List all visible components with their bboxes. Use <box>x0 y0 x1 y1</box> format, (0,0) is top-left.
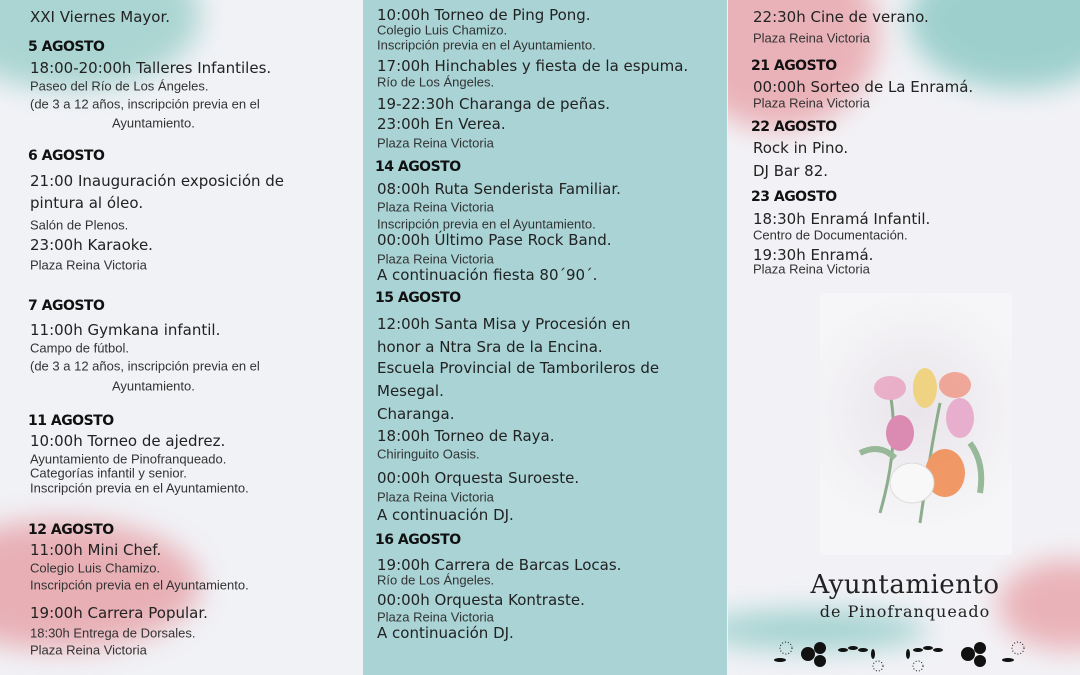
event-title: 10:00h Torneo de ajedrez. <box>30 432 226 450</box>
event-title: 10:00h Torneo de Ping Pong. <box>377 6 591 24</box>
date-heading: 15 AGOSTO <box>375 290 461 306</box>
event-detail: Colegio Luis Chamizo. <box>377 22 508 38</box>
event-detail: (de 3 a 12 años, inscripción previa en el <box>30 96 260 112</box>
event-title: pintura al óleo. <box>30 194 144 212</box>
event-detail: Plaza Reina Victoria <box>377 489 494 505</box>
event-detail: Inscripción previa en el Ayuntamiento. <box>377 216 596 232</box>
date-heading: 21 AGOSTO <box>751 58 837 74</box>
date-heading: 11 AGOSTO <box>28 413 114 429</box>
event-detail: Campo de fútbol. <box>30 340 130 356</box>
event-title: honor a Ntra Sra de la Encina. <box>377 338 603 356</box>
event-detail: Plaza Reina Victoria <box>377 199 494 215</box>
event-title: 12:00h Santa Misa y Procesión en <box>377 315 631 333</box>
left-panel <box>0 0 362 675</box>
event-detail: Paseo del Río de Los Ángeles. <box>30 78 209 94</box>
event-title: 18:00h Torneo de Raya. <box>377 427 555 445</box>
event-detail: Plaza Reina Victoria <box>753 95 870 111</box>
event-detail: Ayuntamiento. <box>112 115 195 131</box>
event-title: Mesegal. <box>377 382 444 400</box>
event-title: 23:00h En Verea. <box>377 115 506 133</box>
event-detail: Centro de Documentación. <box>753 227 908 243</box>
event-title: Rock in Pino. <box>753 139 849 157</box>
flower-bouquet-image <box>820 293 1012 555</box>
middle-panel <box>363 0 727 675</box>
date-heading: 12 AGOSTO <box>28 522 114 538</box>
event-title: XXI Viernes Mayor. <box>30 8 171 26</box>
event-detail: Inscripción previa en el Ayuntamiento. <box>377 37 596 53</box>
event-detail: Río de Los Ángeles. <box>377 74 495 90</box>
event-detail: Inscripción previa en el Ayuntamiento. <box>30 577 249 593</box>
event-title: 18:00-20:00h Talleres Infantiles. <box>30 59 272 77</box>
event-detail: (de 3 a 12 años, inscripción previa en el <box>30 358 260 374</box>
event-detail: Río de Los Ángeles. <box>377 572 495 588</box>
logo-title: Ayuntamiento <box>810 570 1000 600</box>
date-heading: 22 AGOSTO <box>751 119 837 135</box>
event-detail: Plaza Reina Victoria <box>753 261 870 277</box>
event-title: A continuación DJ. <box>377 624 514 642</box>
event-title: Escuela Provincial de Tamborileros de <box>377 359 660 377</box>
event-detail: Colegio Luis Chamizo. <box>30 560 161 576</box>
event-title: 18:30h Enramá Infantil. <box>753 210 931 228</box>
floral-ornament-icon <box>768 636 1038 672</box>
event-title: DJ Bar 82. <box>753 162 829 180</box>
event-title: A continuación DJ. <box>377 506 514 524</box>
event-title: A continuación fiesta 80´90´. <box>377 266 598 284</box>
event-detail: Plaza Reina Victoria <box>753 30 870 46</box>
date-heading: 5 AGOSTO <box>28 39 105 55</box>
event-detail: Plaza Reina Victoria <box>377 135 494 151</box>
event-title: 19:00h Carrera Popular. <box>30 604 208 622</box>
event-title: 19-22:30h Charanga de peñas. <box>377 95 611 113</box>
date-heading: 7 AGOSTO <box>28 298 105 314</box>
event-detail: Plaza Reina Victoria <box>30 642 147 658</box>
event-detail: Inscripción previa en el Ayuntamiento. <box>30 480 249 496</box>
date-heading: 14 AGOSTO <box>375 159 461 175</box>
event-detail: Plaza Reina Victoria <box>30 257 147 273</box>
date-heading: 23 AGOSTO <box>751 189 837 205</box>
event-detail: Plaza Reina Victoria <box>377 609 494 625</box>
event-title: 00:00h Sorteo de La Enramá. <box>753 78 974 96</box>
event-title: 00:00h Último Pase Rock Band. <box>377 231 612 249</box>
event-detail: Categorías infantil y senior. <box>30 465 187 481</box>
event-title: 00:00h Orquesta Suroeste. <box>377 469 580 487</box>
date-heading: 16 AGOSTO <box>375 532 461 548</box>
event-title: Charanga. <box>377 405 455 423</box>
event-detail: Salón de Plenos. <box>30 217 129 233</box>
event-title: 21:00 Inauguración exposición de <box>30 172 285 190</box>
event-title: 08:00h Ruta Senderista Familiar. <box>377 180 621 198</box>
event-title: 19:00h Carrera de Barcas Locas. <box>377 556 622 574</box>
logo-subtitle: de Pinofranqueado <box>819 602 991 621</box>
teal-watercolor-splash <box>908 0 1080 90</box>
event-detail: Plaza Reina Victoria <box>377 251 494 267</box>
event-title: 17:00h Hinchables y fiesta de la espuma. <box>377 57 689 75</box>
event-title: 22:30h Cine de verano. <box>753 8 929 26</box>
event-detail: 18:30h Entrega de Dorsales. <box>30 625 196 641</box>
event-detail: Ayuntamiento de Pinofranqueado. <box>30 451 227 467</box>
event-detail: Chiringuito Oasis. <box>377 446 480 462</box>
event-title: 00:00h Orquesta Kontraste. <box>377 591 585 609</box>
event-detail: Ayuntamiento. <box>112 378 195 394</box>
right-panel <box>728 0 1080 675</box>
event-title: 19:30h Enramá. <box>753 246 874 264</box>
date-heading: 6 AGOSTO <box>28 148 105 164</box>
event-title: 11:00h Mini Chef. <box>30 541 162 559</box>
event-title: 23:00h Karaoke. <box>30 236 153 254</box>
event-title: 11:00h Gymkana infantil. <box>30 321 221 339</box>
